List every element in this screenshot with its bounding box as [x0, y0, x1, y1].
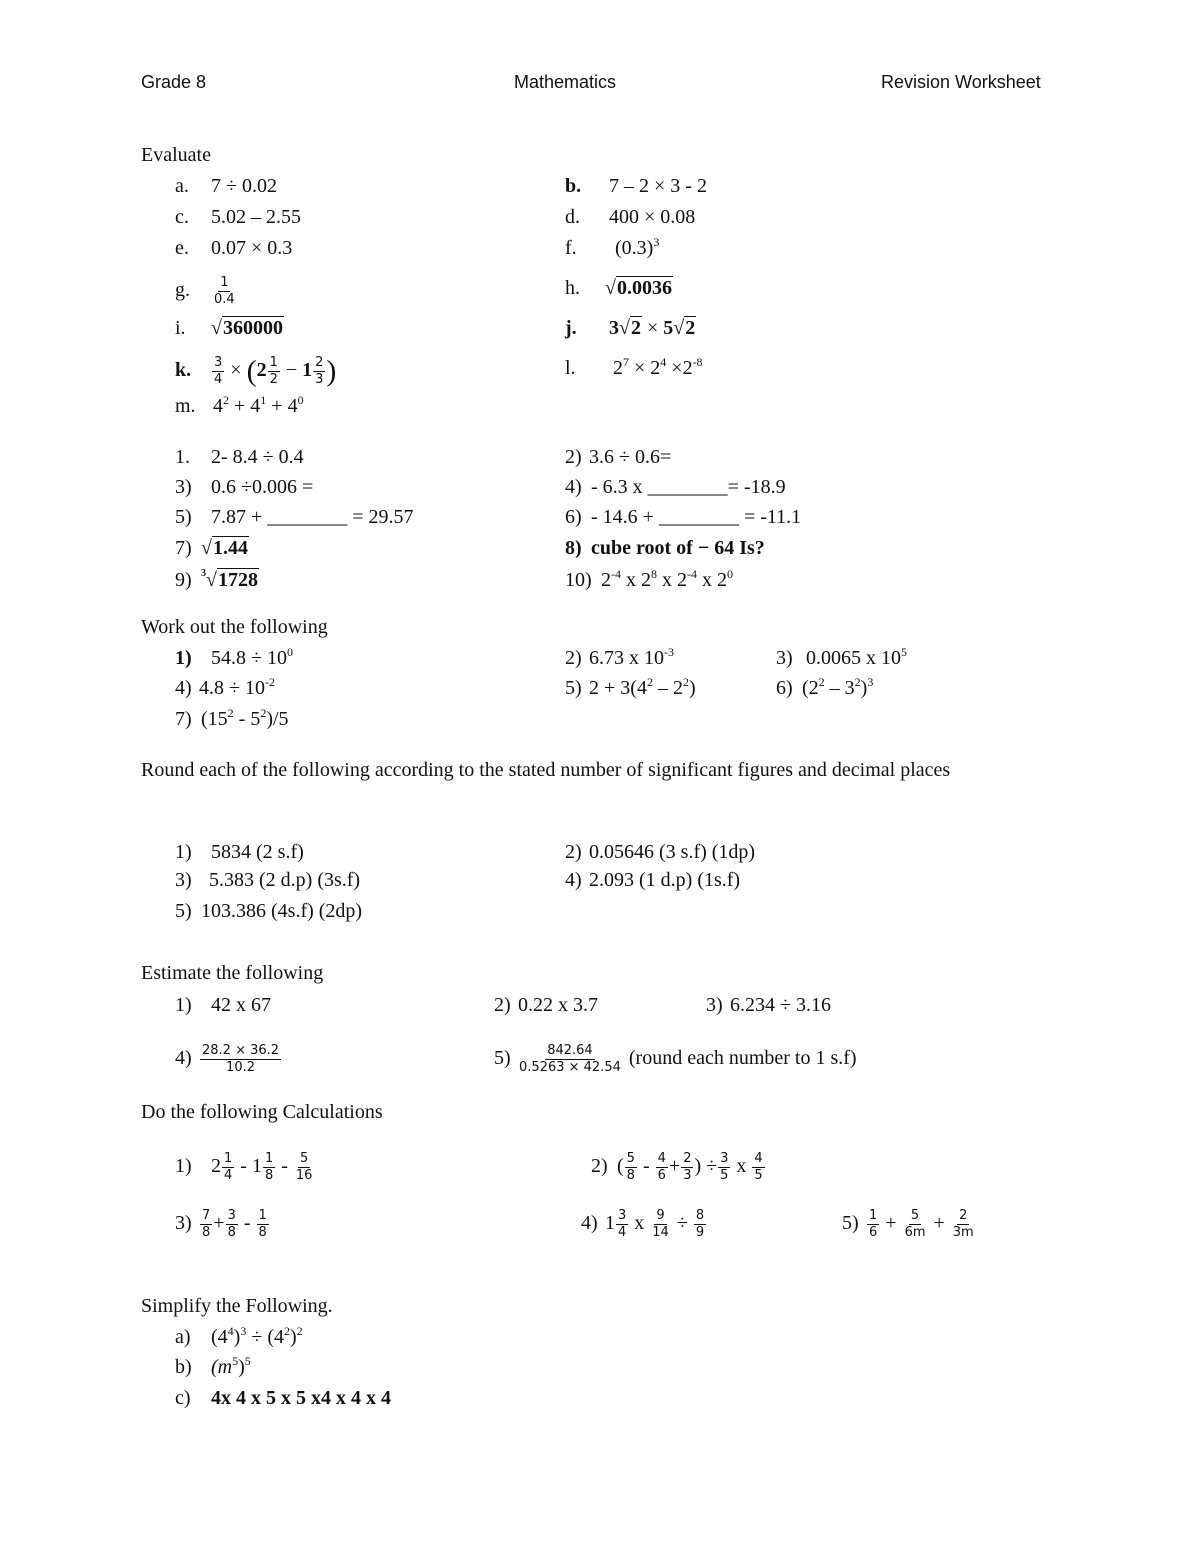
square-root: √2	[673, 317, 696, 339]
eval-h: h. √0.0036	[565, 277, 672, 299]
simplify-a: a) $(4^4)^3 \div (4^2)^2$	[175, 1324, 303, 1348]
eval-f: f. $(0.3)^3$	[565, 235, 660, 259]
eval-b: b. 7 – 2 × 3 - 2	[565, 175, 707, 197]
set2-q9: 9) $^3$√1728	[175, 568, 258, 591]
calc-q5: 5) $\frac{1}{6}$ + $\frac{5}{6m}$ + $\frac{2}{3m}$	[842, 1208, 974, 1240]
square-root: √2	[619, 317, 641, 339]
eval-g: g. $\frac{1}{0.4}$	[175, 275, 235, 307]
set2-q4: 4) - 6.3 x ________= -18.9	[565, 476, 786, 498]
eval-m: m. $4^2 + 4^1 + 4^0$	[175, 393, 304, 417]
estimate-title: Estimate the following	[141, 962, 324, 984]
set2-q8: 8) cube root of − 64 Is?	[565, 537, 765, 559]
header-subject: Mathematics	[514, 72, 617, 92]
simplify-title: Simplify the Following.	[141, 1295, 333, 1317]
simplify-b: b) $(m^5)^5$	[175, 1354, 251, 1378]
set2-q7: 7) √1.44	[175, 537, 248, 559]
header-title: Revision Worksheet	[881, 72, 1041, 92]
eval-l: l. $2^7 \times 2^4 \times 2^{-8}$	[565, 355, 703, 379]
eval-i: i. √360000	[175, 317, 283, 339]
workout-q7: 7) $(15^2 - 5^2)/5$	[175, 706, 289, 730]
workout-q1: 1) $54.8 \div 10^0$	[175, 645, 293, 669]
round-q2: 2) 0.05646 (3 s.f) (1dp)	[565, 841, 756, 863]
calc-q2: 2) ( $\frac{5}{8}$ - $\frac{4}{6}$ + $\frac{2}{3}$ ) ÷ $\frac{3}{5}$ x $\frac{4}{5}$	[591, 1151, 763, 1183]
calc-q1: 1) 2 $\frac{1}{4}$ - 1 $\frac{1}{8}$ - $\frac{5}{16}$	[175, 1151, 313, 1183]
eval-e: e. 0.07 × 0.3	[175, 237, 293, 259]
round-q3: 3) 5.383 (2 d.p) (3s.f)	[175, 869, 361, 891]
round-q1: 1) 5834 (2 s.f)	[175, 841, 304, 863]
set2-q10: 10) $2^{-4}$ x $2^8$ x $2^{-4}$ x $2^0$	[565, 567, 733, 591]
cube-root: $^3$√1728	[201, 568, 258, 591]
square-root: √360000	[211, 317, 283, 339]
eval-d: d. 400 × 0.08	[565, 206, 696, 228]
estimate-q3: 3) 6.234 ÷ 3.16	[706, 994, 831, 1016]
calc-title: Do the following Calculations	[141, 1101, 383, 1123]
round-q4: 4) 2.093 (1 d.p) (1s.f)	[565, 869, 741, 891]
estimate-q1: 1) 42 x 67	[175, 994, 271, 1016]
estimate-q5: 5) $\frac{842.64}{0.5263 \times 42.54}$ (round each number to 1 s.f)	[494, 1043, 857, 1075]
square-root: √0.0036	[605, 277, 672, 299]
set2-q5: 5) 7.87 + ________ = 29.57	[175, 506, 414, 528]
evaluate-title: Evaluate	[141, 144, 211, 166]
estimate-q4: 4) $\frac{28.2 \times 36.2}{10.2}$	[175, 1043, 280, 1075]
simplify-c: c) 4x 4 x 5 x 5 x4 x 4 x 4	[175, 1387, 391, 1409]
round-title: Round each of the following according to the stated number of significant figures and decimal places	[141, 759, 951, 781]
workout-q6: 6) $(2^2 - 3^2)^3$	[776, 675, 874, 699]
workout-title: Work out the following	[141, 616, 328, 638]
eval-c: c. 5.02 – 2.55	[175, 206, 301, 228]
workout-q5: 5) $2 + 3(4^2 - 2^2)$	[565, 675, 696, 699]
set2-q2: 2) 3.6 ÷ 0.6=	[565, 446, 672, 468]
estimate-q2: 2) 0.22 x 3.7	[494, 994, 598, 1016]
eval-k: k. $\frac{3}{4}$ × (2 $\frac{1}{2}$ − 1 $\frac{2}{3}$ )	[175, 354, 337, 388]
round-q5: 5) 103.386 (4s.f) (2dp)	[175, 900, 363, 922]
eval-j: j. 3√2 × 5√2	[565, 317, 696, 339]
square-root: √1.44	[201, 537, 248, 559]
set2-q6: 6) - 14.6 + ________ = -11.1	[565, 506, 802, 528]
set2-q3: 3) 0.6 ÷0.006 =	[175, 476, 314, 498]
workout-q2: 2) 6.73 x $10^{-3}$	[565, 645, 674, 669]
set2-q1: 1. 2- 8.4 ÷ 0.4	[175, 446, 304, 468]
workout-q3: 3) 0.0065 x $10^5$	[776, 645, 907, 669]
eval-a: a. 7 ÷ 0.02	[175, 175, 277, 197]
calc-q4: 4) 1 $\frac{3}{4}$ x $\frac{9}{14}$ ÷ $\frac{8}{9}$	[581, 1208, 705, 1240]
header-grade: Grade 8	[141, 72, 207, 92]
workout-q4: 4) $4.8 \div 10^{-2}$	[175, 675, 275, 699]
calc-q3: 3) $\frac{7}{8}$ + $\frac{3}{8}$ - $\frac{1}{8}$	[175, 1208, 267, 1240]
fraction: $\frac{1}{0.4}$	[214, 275, 235, 307]
